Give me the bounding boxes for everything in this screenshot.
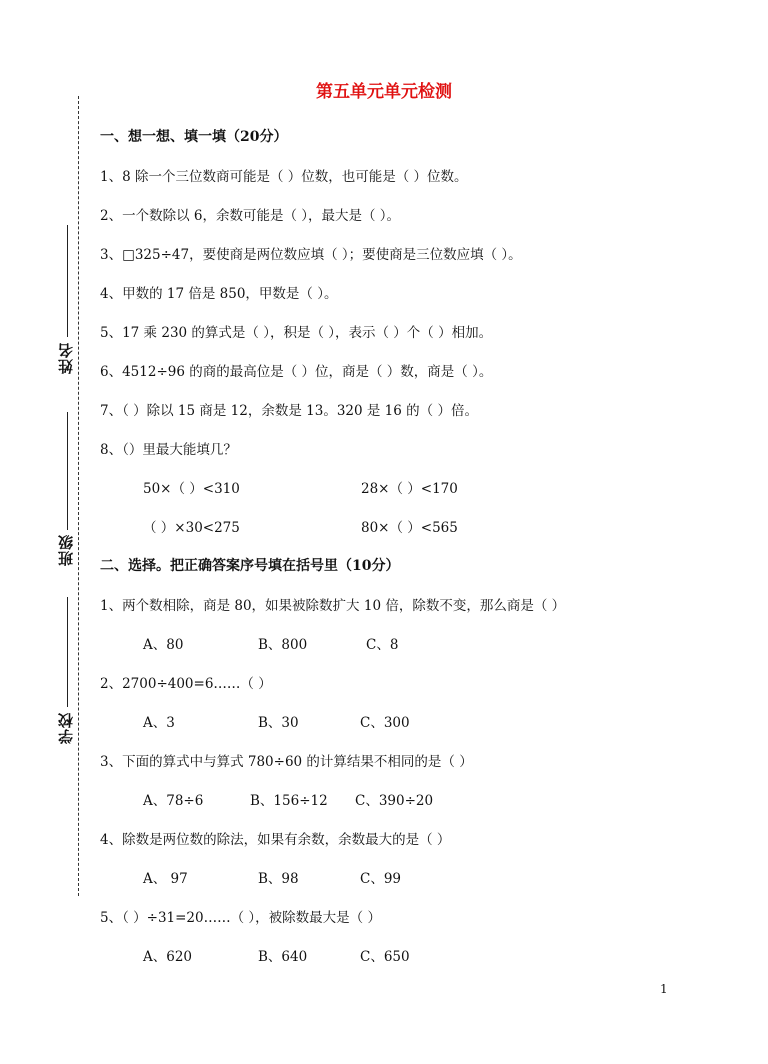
choice-3-option-c: C、390÷20 [355,793,434,809]
fill-item-5: 5、17 乘 230 的算式是（ ），积是（ ），表示（ ）个（ ）相加。 [100,325,493,341]
choice-2-option-c: C、300 [360,715,410,731]
choice-3-option-a: A、78÷6 [143,793,204,809]
fill-item-7: 7、（ ）除以 15 商是 12，余数是 13。320 是 16 的（ ）倍。 [100,403,478,419]
class-label: 班级 [57,534,75,566]
choice-question-2: 2、2700÷400=6……（ ） [100,676,272,692]
q8-part-b: 28×（ ）<170 [361,481,458,497]
choice-1-option-b: B、800 [258,637,308,653]
name-underline [67,225,68,337]
section1-heading: 一、想一想、填一填（20分） [100,129,288,145]
choice-2-option-b: B、30 [258,715,299,731]
choice-question-5: 5、（ ）÷31=20……（ ），被除数最大是（ ） [100,910,381,926]
choice-2-option-a: A、3 [143,715,175,731]
choice-1-option-c: C、8 [366,637,399,653]
choice-question-4: 4、除数是两位数的除法，如果有余数，余数最大的是（ ） [100,832,451,848]
name-label: 姓名 [57,342,75,374]
q8-part-d: 80×（ ）<565 [361,520,458,536]
fill-item-8: 8、（）里最大能填几？ [100,442,237,458]
fill-item-2: 2、一个数除以 6，余数可能是（ ），最大是（ ）。 [100,208,401,224]
choice-question-3: 3、下面的算式中与算式 780÷60 的计算结果不相同的是（ ） [100,754,473,770]
school-label: 学校 [57,712,75,744]
binding-dashed-line [78,96,79,896]
choice-4-option-a: A、 97 [143,871,188,887]
q8-part-c: （ ）×30<275 [143,520,240,536]
choice-1-option-a: A、80 [143,637,184,653]
choice-3-option-b: B、156÷12 [250,793,328,809]
page-number: 1 [660,982,668,996]
school-underline [67,597,68,707]
fill-item-3: 3、□325÷47，要使商是两位数应填（ ）；要使商是三位数应填（ ）。 [100,247,522,263]
fill-item-6: 6、4512÷96 的商的最高位是（ ）位，商是（ ）数，商是（ ）。 [100,364,493,380]
fill-item-4: 4、甲数的 17 倍是 850，甲数是（ ）。 [100,286,338,302]
class-underline [67,412,68,530]
fill-item-1: 1、8 除一个三位数商可能是（ ）位数，也可能是（ ）位数。 [100,169,468,185]
page-title: 第五单元单元检测 [316,82,452,102]
choice-4-option-c: C、99 [360,871,402,887]
choice-5-option-a: A、620 [143,949,193,965]
choice-question-1: 1、两个数相除，商是 80，如果被除数扩大 10 倍，除数不变，那么商是（ ） [100,598,566,614]
q8-part-a: 50×（ ）<310 [143,481,240,497]
choice-4-option-b: B、98 [258,871,299,887]
choice-5-option-c: C、650 [360,949,410,965]
section2-heading: 二、选择。把正确答案序号填在括号里（10分） [100,558,400,574]
choice-5-option-b: B、640 [258,949,308,965]
